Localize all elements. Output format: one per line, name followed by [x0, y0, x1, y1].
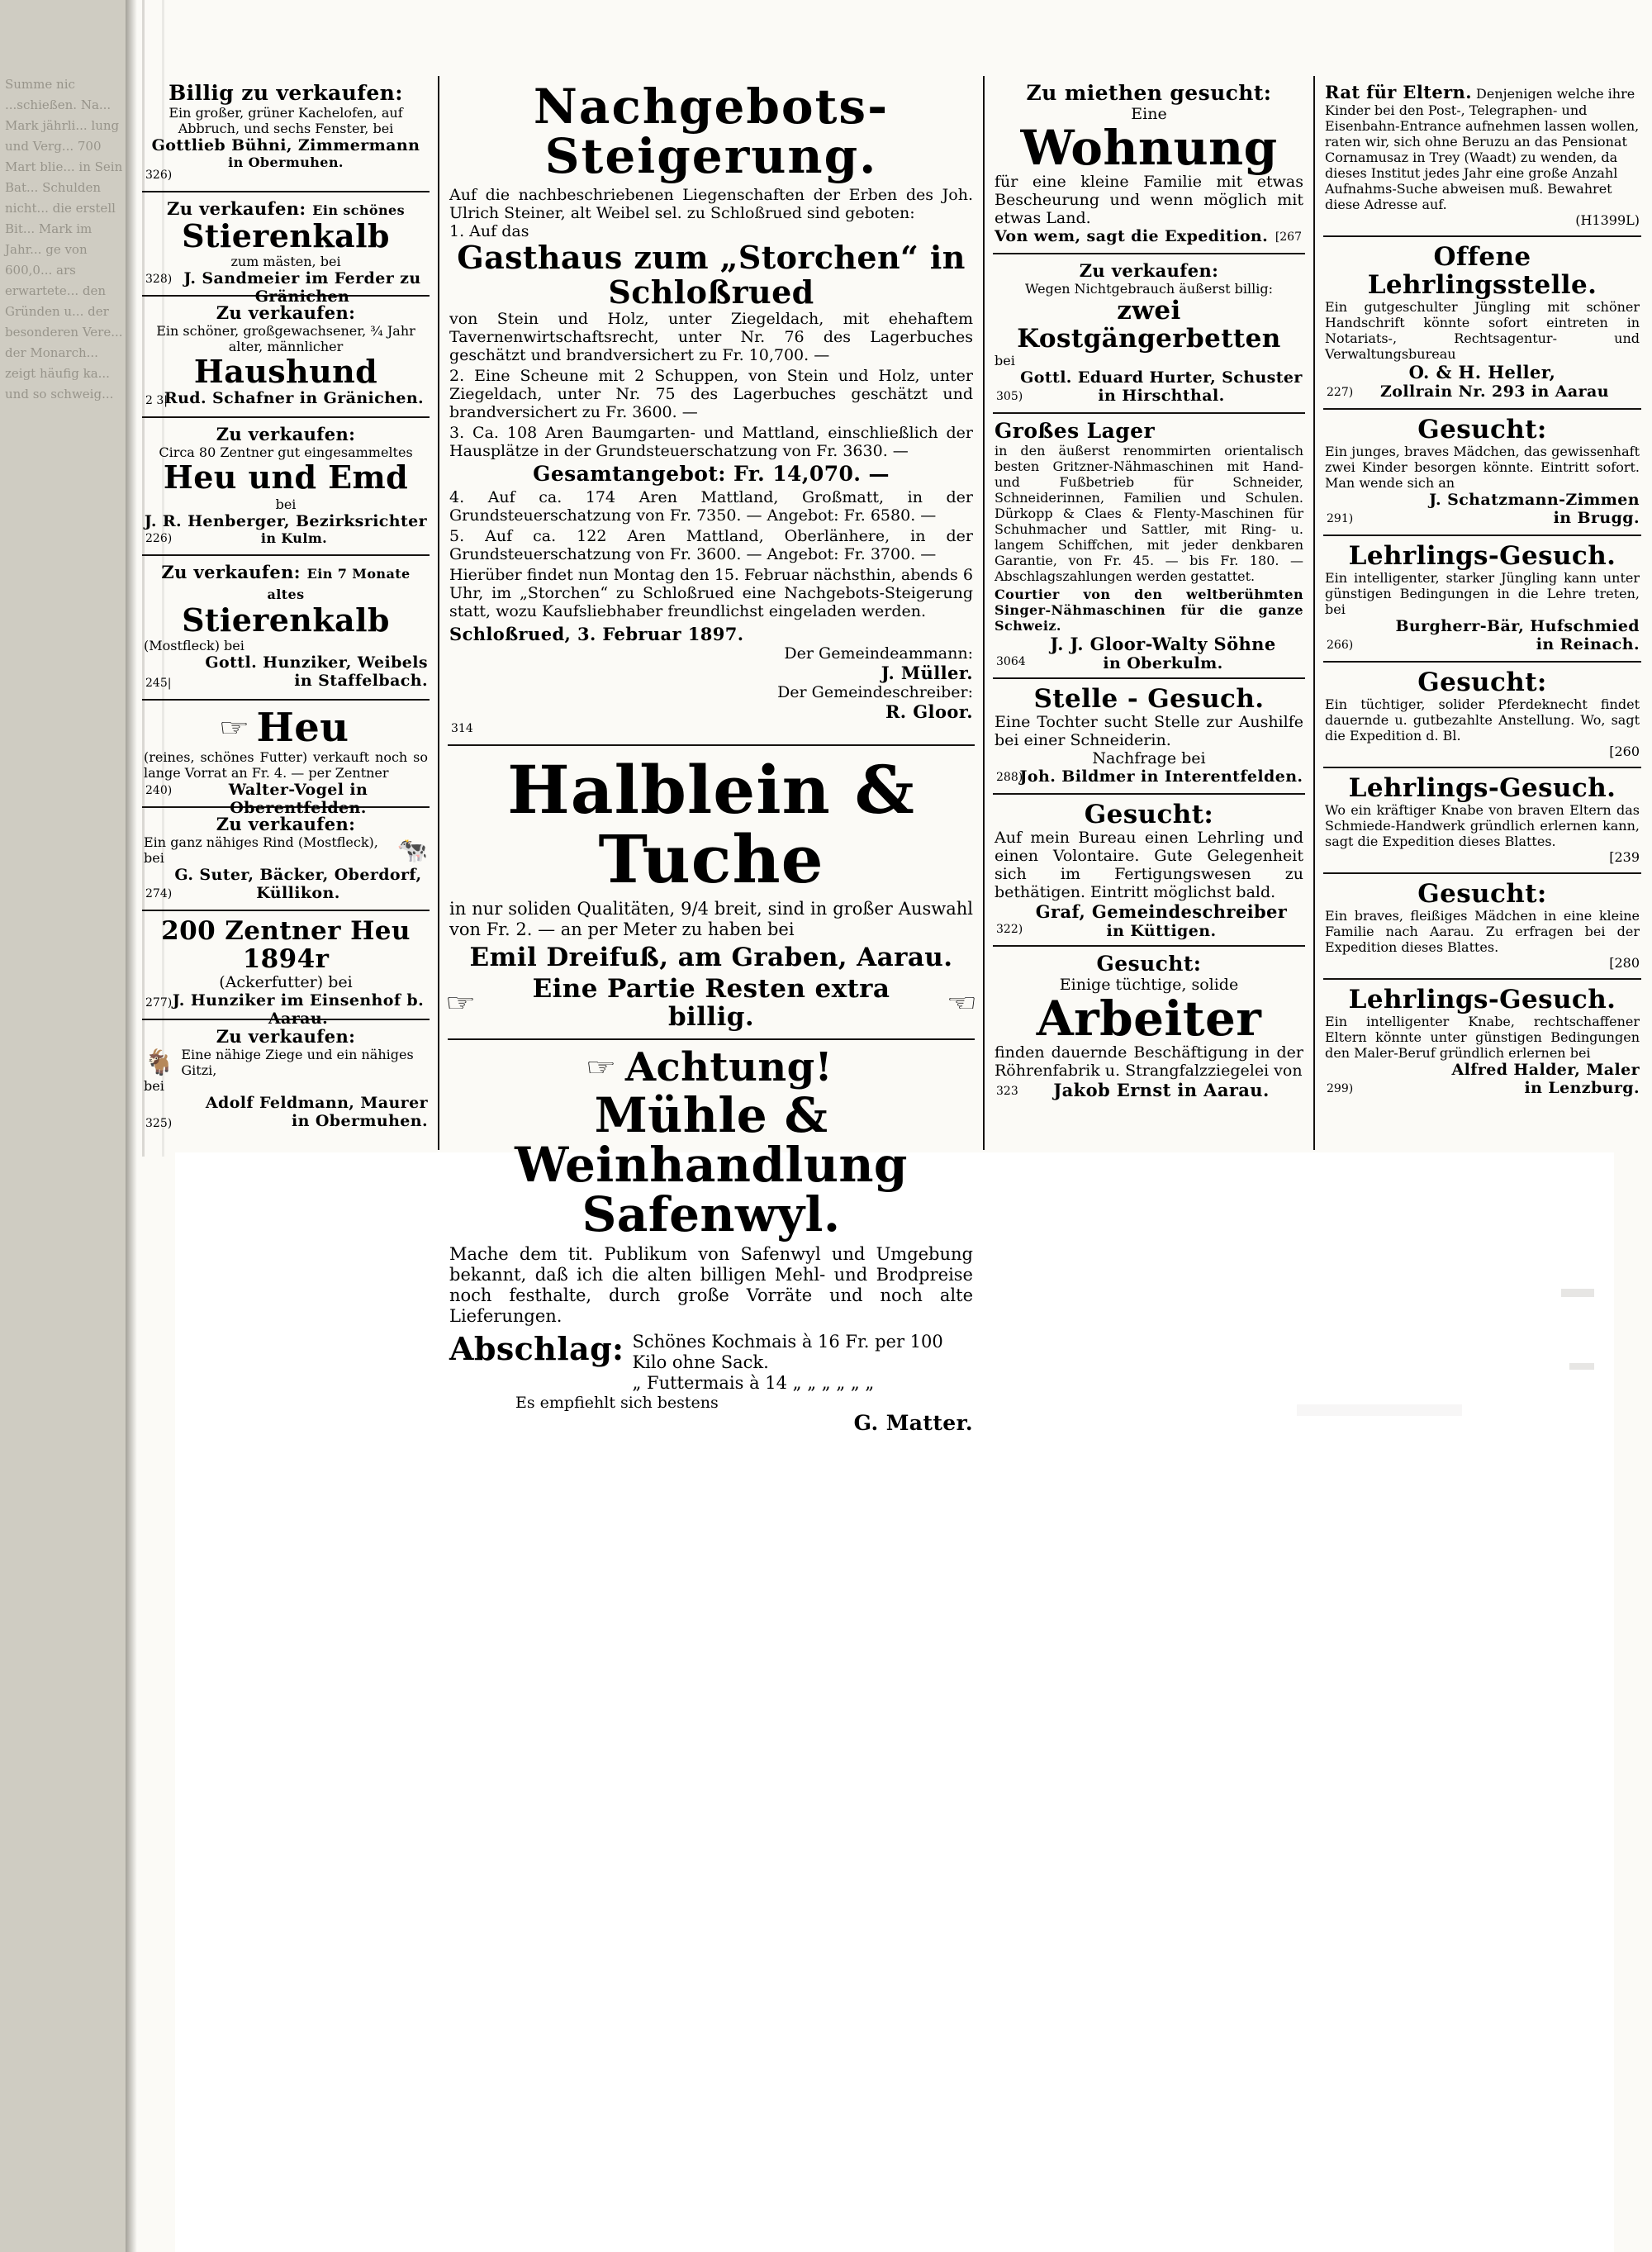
ad-title: Heu und Emd	[163, 458, 409, 496]
ad-body: Auf mein Bureau einen Lehrling und einen Volontaire. Gute Gelegenheit sich im Fertigungswesen zu bethätigen. Eintritt möglichst bald.	[995, 829, 1303, 901]
mill-body: Mache dem tit. Publikum von Safenwyl und Umgebung bekannt, daß ich die alten billigen Mehl- und Brodpreise noch festhalte, durch große Vorräte und noch alte Lieferungen.	[449, 1244, 973, 1326]
ad-lehrlings-gesuch-maler	[1323, 980, 1641, 1105]
ad-body: Eine nähige Ziege und ein nähiges Gitzi,	[181, 1047, 414, 1078]
ad-body: (reines, schönes Futter) verkauft noch so lange Vorrat an Fr. 4. — per Zentner	[144, 749, 428, 781]
ad-heading: Zu verkaufen:	[216, 424, 356, 444]
ad-signer: Gottlieb Bühni, Zimmermann	[151, 136, 420, 154]
ad-signer: G. Suter, Bäcker, Oberdorf,	[174, 866, 422, 884]
ad-note: bei	[144, 1078, 164, 1094]
ad-arbeiter-gesucht	[993, 947, 1305, 1107]
ad-ref: 227)	[1327, 386, 1354, 399]
ad-place: in Reinach.	[1536, 635, 1640, 653]
ad-ref: 277)	[145, 996, 173, 1010]
column-2	[439, 76, 985, 1435]
auction-sig2-name: R. Gloor.	[885, 701, 973, 722]
ad-lehrlings-gesuch-schmiede	[1323, 768, 1641, 874]
auction-sig2-role: Der Gemeindeschreiber:	[777, 683, 973, 701]
ad-signer: J. Schatzmann-Zimmen	[1429, 491, 1640, 509]
ad-body: zum mästen, bei	[230, 254, 341, 269]
ad-place: Zollrain Nr. 293 in Aarau	[1380, 382, 1609, 401]
auction-sig1-name: J. Müller.	[881, 663, 973, 683]
ad-title: Heu	[256, 705, 349, 751]
ad-signer: Jakob Ernst in Aarau.	[1053, 1080, 1270, 1100]
ad-rind	[142, 808, 430, 911]
discount-line-2: „ Futtermais à 14 „ „ „ „ „ „	[632, 1373, 875, 1393]
ad-ref: [260	[1609, 744, 1640, 759]
pointing-hand-icon: ☞	[585, 1052, 617, 1082]
ad-place: Küllikon.	[256, 884, 340, 902]
ad-heading: Zu verkaufen:	[216, 1026, 356, 1047]
ad-ziege-gitzi	[142, 1020, 430, 1139]
ad-heading: Zu verkaufen:	[161, 562, 301, 582]
classified-ads-sheet	[134, 76, 1650, 1435]
ad-title: Haushund	[193, 353, 378, 390]
ad-title: Wohnung	[1020, 120, 1278, 176]
auction-ref: 314	[451, 722, 473, 735]
ad-ref: 325)	[145, 1117, 173, 1130]
ad-ref: [267	[1275, 230, 1302, 244]
ad-title: Lehrlings-Gesuch.	[1348, 541, 1616, 571]
ad-title: 200 Zentner Heu 1894r	[161, 916, 411, 974]
auction-item1-title: Gasthaus zum „Storchen“ in Schloßrued	[457, 239, 966, 311]
ad-body: finden dauernde Beschäftigung in der Röhrenfabrik u. Strangfalzziegelei von	[995, 1043, 1303, 1080]
ad-subheading: Ein schönes	[312, 202, 406, 218]
ad-signer: Graf, Gemeindeschreiber	[1035, 901, 1288, 922]
ad-heading: Gesucht:	[1096, 952, 1202, 976]
ad-body: Ein 7 Monate altes	[267, 566, 411, 602]
ad-ref: 323	[996, 1085, 1018, 1098]
ad-sub: Eine	[1131, 105, 1167, 123]
ad-ref: 326)	[145, 169, 173, 182]
ad-title: Gesucht:	[1417, 668, 1547, 697]
auction-place-date: Schloßrued, 3. Februar 1897.	[449, 624, 744, 644]
ad-gesucht-maedchen-aarau	[1323, 874, 1641, 980]
ad-body: Ein ganz nähiges Rind (Mostfleck), bei	[144, 834, 378, 866]
ad-ref: 266)	[1327, 639, 1354, 652]
ad-body: Ein tüchtiger, solider Pferdeknecht findet dauernde u. gutbezahlte Anstellung. Wo, sagt die Expedition d. Bl.	[1325, 696, 1640, 744]
ad-body: Wo ein kräftiger Knabe von braven Eltern das Schmiede-Handwerk gründlich erlernen kann, sagt die Expedition dieses Blattes.	[1325, 802, 1640, 849]
ad-courtier: Courtier von den weltberühmten Singer-Nähmaschinen für die ganze Schweiz.	[995, 587, 1303, 634]
auction-item: 3. Ca. 108 Aren Baumgarten- und Mattland, einschließlich der Hausplätze in der Grundsteuerschatzung von Fr. 3630. —	[449, 424, 973, 460]
ad-body: Ein intelligenter Knabe, rechtschaffener Eltern könnte unter günstigen Bedingungen den Maler-Beruf gründlich erlernen bei	[1325, 1014, 1640, 1061]
ad-signer: O. & H. Heller,	[1408, 362, 1556, 382]
ad-ref: 240)	[145, 784, 173, 797]
ad-place: in Kulm.	[260, 530, 328, 546]
ad-ref: [280	[1609, 955, 1640, 971]
fabric-body: in nur soliden Qualitäten, 9/4 breit, sind in großer Auswahl von Fr. 2. — an per Meter zu haben bei	[449, 899, 973, 939]
ad-body: in den äußerst renommirten orientalisch besten Gritzner-Nähmaschinen mit Hand- und Fußbetrieb für Schneider, Schneiderinnen, Familien und Schulen. Dürkopp & Claes & Flenty-Maschinen für Schuhmacher und Sattler, mit Ring- u. langem Schiffchen, mit jeder denkbaren Garantie, von Fr. 45. — bis Fr. 180. — Abschlagszahlungen werden gestattet.	[995, 443, 1303, 584]
ad-halblein-tuche	[444, 746, 978, 1040]
ad-kostgaengerbetten	[993, 254, 1305, 414]
ad-ref: 226)	[145, 532, 173, 545]
auction-item: 2. Eine Scheune mit 2 Schuppen, von Stein und Holz, unter Ziegeldach, unter Nr. 75 des Lagerbuches geschätzt und brandversichert zu Fr. 3600. —	[449, 367, 973, 421]
column-3	[985, 76, 1315, 1150]
ad-signer: Alfred Halder, Maler	[1451, 1061, 1640, 1079]
ad-lehrlings-gesuch-schmied	[1323, 536, 1641, 663]
ad-ref: 322)	[996, 923, 1023, 936]
auction-item: 5. Auf ca. 122 Aren Mattland, Oberlänhere, in der Grundsteuerschatzung von Fr. 3600. — Angebot: Fr. 3700. —	[449, 527, 973, 563]
ad-signer: Adolf Feldmann, Maurer	[205, 1094, 428, 1112]
mill-closing: Es empfiehlt sich bestens	[515, 1394, 719, 1412]
left-margin-text: Summe nic ...schießen. Na... Mark jährli... lung und Verg... 700 Mart blie... in Sein Bat... Schulden nicht... die erstell Bit... Mark im Jahr... ge von 600,0... ars erwartete... den Gründen u... der besonderen Vere... der Monarch... zeigt häufig ka... und so schweig...	[5, 77, 123, 401]
ad-sub: (Ackerfutter) bei	[219, 973, 353, 991]
ad-heading: Zu verkaufen:	[216, 302, 356, 323]
ad-signer: J. Hunziker im Einsenhof b. Aarau.	[172, 991, 425, 1028]
ad-heading: Zu verkaufen:	[166, 198, 306, 219]
auction-item1-lead: 1. Auf das	[449, 222, 529, 240]
ad-body: Denjenigen welche ihre Kinder bei den Post-, Telegraphen- und Eisenbahn-Entrance aufnehmen lassen wollen, raten wir, sich ohne Beruzu an das Pensionat Cornamusaz in Trey (Waadt) zu wenden, da dieses Institut jedes Jahr eine große Anzahl Aufnahms-Suche abweisen muß. Bewahret diese Adresse auf.	[1325, 86, 1640, 212]
discount-label: Abschlag:	[449, 1330, 624, 1367]
ad-place: in Hirschthal.	[1098, 387, 1225, 405]
ad-title: Lehrlings-Gesuch.	[1348, 985, 1616, 1014]
ad-ref: 274)	[145, 887, 173, 900]
ad-signer: Rud. Schafner in Gränichen.	[164, 389, 425, 407]
page-smudge-2	[1569, 1363, 1594, 1370]
ad-heading: Zu verkaufen:	[216, 814, 356, 834]
ad-ref: 328)	[145, 273, 173, 286]
goat-icon: 🐐	[144, 1048, 175, 1077]
ad-body: Eine Tochter sucht Stelle zur Aushilfe bei einer Schneiderin.	[995, 713, 1303, 749]
ad-signer: J. R. Henberger, Bezirksrichter	[144, 512, 428, 530]
ad-title: Stierenkalb	[182, 601, 390, 639]
ad-title: Stelle - Gesuch.	[1033, 684, 1265, 714]
ad-200-zentner-heu	[142, 911, 430, 1028]
ad-title: Gesucht:	[1417, 415, 1547, 444]
ad-auction	[448, 76, 975, 746]
ad-heading: Zu miethen gesucht:	[1026, 81, 1272, 105]
pointing-hand-icon: ☞	[946, 988, 978, 1018]
ad-note: (Mostfleck) bei	[144, 638, 244, 653]
ad-signer: Burgherr-Bär, Hufschmied	[1395, 617, 1640, 635]
ad-place: in Oberkulm.	[1103, 654, 1223, 672]
fabric-merchant: Emil Dreifuß, am Graben, Aarau.	[469, 943, 953, 972]
auction-intro: Auf die nachbeschriebenen Liegenschaften der Erben des Joh. Ulrich Steiner, alt Weibel sel. zu Schloßrued sind geboten:	[449, 186, 973, 222]
ad-rat-fuer-eltern	[1323, 76, 1641, 237]
auction-item1-body: von Stein und Holz, unter Ziegeldach, mit ehehaftem Tavernenwirtschaftsrecht, unter Nr. 76 des Lagerbuches geschätzt und brandversichert zu Fr. 10,700. —	[449, 310, 973, 364]
ad-heu	[142, 701, 430, 817]
ad-stierenkalb-2	[142, 556, 430, 701]
ad-body: Ein junges, braves Mädchen, das gewissenhaft zwei Kinder besorgen könnte. Eintritt sofort. Man wende sich an	[1325, 444, 1640, 491]
ad-closing: Von wem, sagt die Expedition.	[995, 227, 1269, 245]
auction-title: Nachgebots-Steigerung.	[533, 78, 890, 184]
ad-wohnung-gesucht	[993, 76, 1305, 254]
ad-ref: 299)	[1327, 1082, 1354, 1095]
auction-closing: Hierüber findet nun Montag den 15. Februar nächsthin, abends 6 Uhr, im „Storchen“ zu Schloßrued eine Nachgebots-Steigerung statt, wozu Kaufsliebhaber freundlichst eingeladen werden.	[449, 566, 973, 620]
ad-title: zwei Kostgängerbetten	[1017, 296, 1281, 354]
ad-ref: [239	[1609, 849, 1640, 865]
ad-place: in Lenzburg.	[1524, 1079, 1640, 1097]
ad-signer: Walter-Vogel in Oberentfelden.	[228, 781, 368, 817]
ad-heading: Zu verkaufen:	[1079, 260, 1219, 281]
ad-place: in Obermuhen.	[291, 1112, 428, 1130]
ad-stelle-gesuch	[993, 679, 1305, 795]
ad-stierenkalb-1	[142, 192, 430, 306]
ad-muehle-weinhandlung	[448, 1040, 975, 1442]
ad-title: Gesucht:	[1417, 879, 1547, 909]
ad-gesucht-maedchen-kinder	[1323, 410, 1641, 536]
ad-title: Offene Lehrlingsstelle.	[1367, 242, 1597, 300]
discount-line-1: Schönes Kochmais à 16 Fr. per 100 Kilo ohne Sack.	[632, 1332, 943, 1372]
ad-signer: Joh. Bildmer in Interentfelden.	[1019, 767, 1303, 786]
fabric-title: Halblein & Tuche	[507, 751, 915, 898]
ad-sub: Einige tüchtige, solide	[1059, 976, 1239, 994]
ad-offene-lehrlingsstelle	[1323, 237, 1641, 410]
ad-heu-emd: Zu verkaufen: Circa 80 Zentner gut eingesammeltes Heu und Emd bei J. R. Henberger, Bezirksrichter 226) in Kulm.	[142, 418, 430, 556]
ad-closing: Nachfrage bei	[1092, 749, 1206, 767]
ad-place: in Brugg.	[1553, 509, 1640, 527]
ad-body: Ein schöner, großgewachsener, ¾ Jahr alter, männlicher	[156, 323, 415, 354]
ad-signer: Gottl. Eduard Hurter, Schuster	[1020, 368, 1303, 387]
ad-heading: Billig zu verkaufen:	[169, 81, 403, 105]
ad-note: bei	[995, 353, 1015, 368]
ad-title: Großes Lager	[995, 419, 1156, 443]
ad-place: in Obermuhen.	[228, 154, 344, 170]
attention-label: Achtung!	[624, 1044, 833, 1090]
ad-ref: 291)	[1327, 512, 1354, 525]
ad-ref: 305)	[996, 390, 1023, 403]
column-4	[1315, 76, 1650, 1150]
ad-body: Ein braves, fleißiges Mädchen in eine kleine Familie nach Aarau. Zu erfragen bei der Expedition dieses Blattes.	[1325, 908, 1640, 955]
ad-haushund	[142, 297, 430, 418]
ad-title: Gesucht:	[1084, 800, 1214, 829]
ad-ref: 3064	[996, 655, 1026, 668]
ad-body: Wegen Nichtgebrauch äußerst billig:	[1024, 281, 1274, 297]
ad-body: Ein gutgeschulter Jüngling mit schöner Handschrift könnte sofort eintreten in Notariats-, Rechtsagentur- und Verwaltungsbureau	[1325, 299, 1640, 362]
ad-title: Lehrlings-Gesuch.	[1348, 773, 1616, 803]
auction-total: Gesamtangebot: Fr. 14,070. —	[533, 462, 890, 486]
column-1	[134, 76, 439, 1150]
ad-ref: 245|	[145, 677, 172, 690]
ad-ref: 288)	[996, 771, 1023, 784]
ad-kachelofen	[142, 76, 430, 192]
ad-title: Arbeiter	[1036, 991, 1262, 1047]
ad-signer: J. Sandmeier im Ferder zu Gränichen	[183, 269, 421, 306]
ad-body: Circa 80 Zentner gut eingesammeltes	[159, 444, 413, 460]
pointing-hand-icon: ☞	[444, 988, 477, 1018]
ad-body: Ein großer, grüner Kachelofen, auf Abbruch, und sechs Fenster, bei	[169, 105, 403, 136]
ad-place: in Küttigen.	[1106, 922, 1217, 940]
page-smudge-3	[1297, 1404, 1462, 1416]
ad-heading: Rat für Eltern.	[1325, 82, 1472, 102]
ad-body: für eine kleine Familie mit etwas Bescheurung und wenn möglich mit etwas Land.	[995, 173, 1303, 227]
ad-gesucht-pferdeknecht	[1323, 663, 1641, 768]
mill-signer: G. Matter.	[853, 1411, 973, 1435]
ad-title: Stierenkalb	[182, 217, 390, 254]
page-smudge	[1561, 1289, 1594, 1297]
mill-title: Mühle & Weinhandlung Safenwyl.	[515, 1087, 908, 1242]
ad-signer: Gottl. Hunziker, Weibels	[205, 653, 428, 672]
cow-icon: 🐄	[396, 835, 428, 865]
ad-body: Ein intelligenter, starker Jüngling kann unter günstigen Bedingungen in die Lehre treten, bei	[1325, 570, 1640, 617]
auction-sig1-role: Der Gemeindeammann:	[784, 644, 973, 663]
ad-naehmaschinen-lager	[993, 414, 1305, 679]
auction-item: 4. Auf ca. 174 Aren Mattland, Großmatt, in der Grundsteuerschatzung von Fr. 7350. — Angebot: Fr. 6580. —	[449, 488, 973, 525]
ad-ref: (H1399L)	[1575, 212, 1640, 228]
fabric-footer: Eine Partie Resten extra billig.	[532, 974, 890, 1032]
ad-ref: 2 3|	[145, 394, 168, 407]
ad-place: in Staffelbach.	[294, 672, 428, 690]
pointing-hand-icon: ☞	[218, 713, 249, 743]
ad-signer: J. J. Gloor-Walty Söhne	[1050, 634, 1276, 654]
ad-lehrling-volontaire	[993, 795, 1305, 947]
